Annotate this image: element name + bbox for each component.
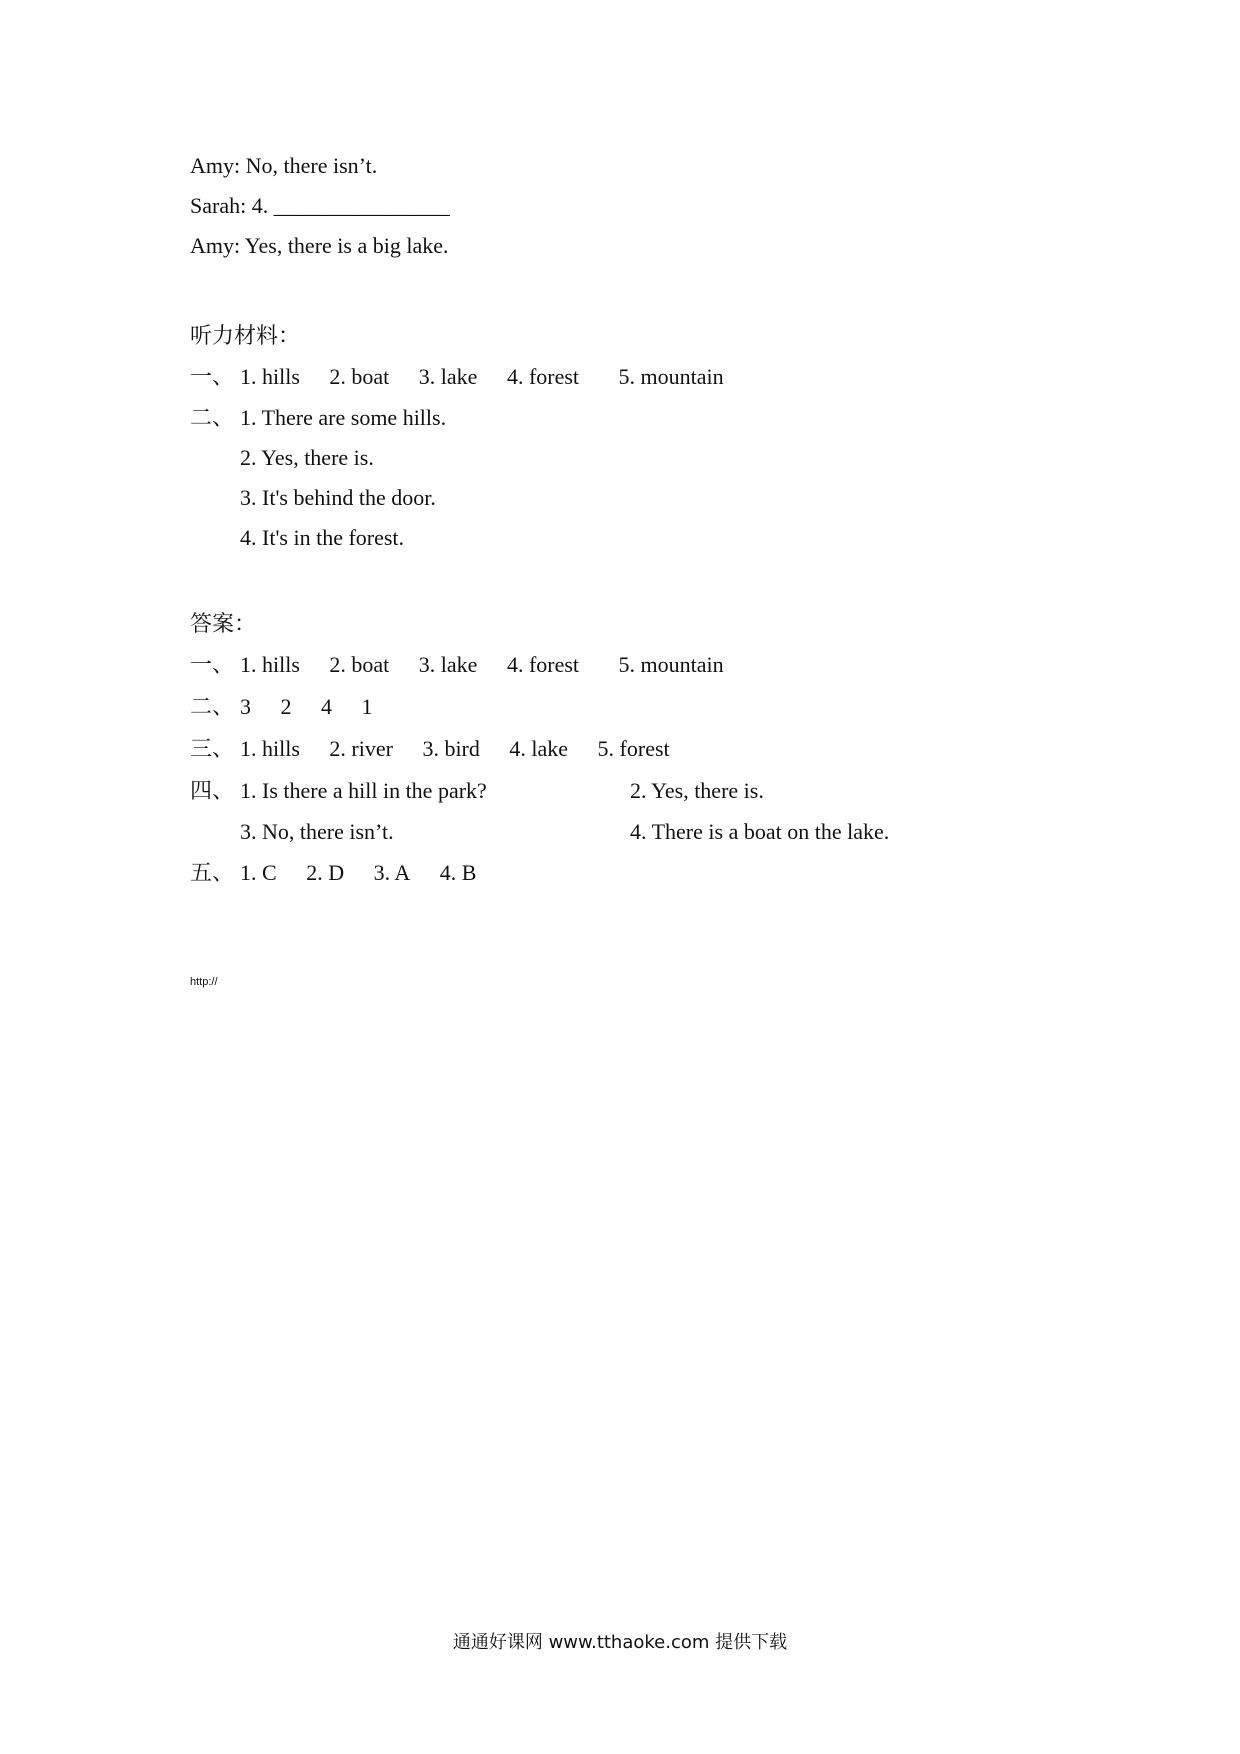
speaker: Amy: (190, 153, 241, 178)
list-item: 3. lake (418, 652, 478, 677)
list-item: 3. lake (418, 364, 478, 389)
list-item: 4. B (439, 860, 477, 885)
list-item: 1. hills (240, 652, 300, 677)
list-item: 2. boat (329, 364, 390, 389)
list-item: 2. Yes, there is. (240, 445, 374, 470)
list-item: 1. hills (240, 364, 300, 389)
item-list (240, 644, 748, 686)
list-item: 4. forest (506, 652, 580, 677)
section-marker: 三、 (190, 736, 235, 761)
list-item: 1. Is there a hill in the park? (240, 778, 487, 803)
item-list (240, 852, 500, 894)
list-item: 1. hills (240, 736, 300, 761)
document-page (190, 146, 1090, 894)
dialogue-line-1 (190, 146, 1090, 186)
list-item: 3. No, there isn’t. (240, 819, 394, 844)
list-item: 2. D (306, 860, 345, 885)
list-item: 2 (280, 694, 292, 719)
list-item: 1 (361, 694, 373, 719)
list-item: 2. Yes, there is. (630, 778, 764, 803)
section-marker: 二、 (190, 694, 235, 719)
list-item: 4. forest (506, 364, 580, 389)
list-item: 2. river (329, 736, 393, 761)
answers-section-3 (190, 728, 1090, 770)
list-item: 3. bird (422, 736, 480, 761)
item-list (240, 356, 748, 398)
listening-section-1 (190, 356, 1090, 398)
dialogue-line-2 (190, 186, 1090, 226)
list-item: 4. It's in the forest. (240, 525, 405, 550)
list-item: 4 (321, 694, 332, 719)
section-marker: 四、 (190, 778, 235, 803)
dialogue-text: No, there isn’t. (240, 153, 378, 178)
answers-section-2 (190, 686, 1090, 728)
list-item: 5. mountain (618, 364, 724, 389)
speaker: Sarah: (190, 193, 247, 218)
list-item: 3 (240, 694, 251, 719)
dialogue-text: Yes, there is a big lake. (240, 233, 449, 258)
list-item: 1. C (240, 860, 277, 885)
listening-section-2-line (190, 478, 1090, 518)
section-marker: 一、 (190, 652, 235, 677)
list-item: 3. It's behind the door. (240, 485, 436, 510)
answers-section-4-line (190, 812, 1090, 852)
list-item: 4. There is a boat on the lake. (630, 819, 890, 844)
section-marker: 五、 (190, 860, 235, 885)
list-item: 3. A (373, 860, 411, 885)
speaker: Amy: (190, 233, 241, 258)
list-item: 5. forest (597, 736, 670, 761)
section-marker: 一、 (190, 364, 235, 389)
dialogue-line-3 (190, 226, 1090, 266)
item-list (240, 728, 694, 770)
answers-section-1 (190, 644, 1090, 686)
url-text: http:// (190, 976, 218, 988)
section-marker: 二、 (190, 405, 235, 430)
listening-section-2-line (190, 518, 1090, 558)
footer-text: 通通好课网 www.tthaoke.com 提供下载 (452, 1632, 788, 1653)
answers-section-5 (190, 852, 1090, 894)
listening-section-2-line (190, 438, 1090, 478)
list-item: 1. There are some hills. (240, 405, 447, 430)
answers-section-4 (190, 770, 1090, 812)
answers-title: 答案： (190, 611, 257, 636)
listening-section-2 (190, 398, 1090, 438)
list-item: 2. boat (329, 652, 390, 677)
dialogue-text: 4. ________________ (246, 193, 450, 218)
item-list (240, 686, 397, 728)
listening-title: 听力材料： (190, 323, 301, 348)
list-item: 4. lake (509, 736, 569, 761)
list-item: 5. mountain (618, 652, 724, 677)
